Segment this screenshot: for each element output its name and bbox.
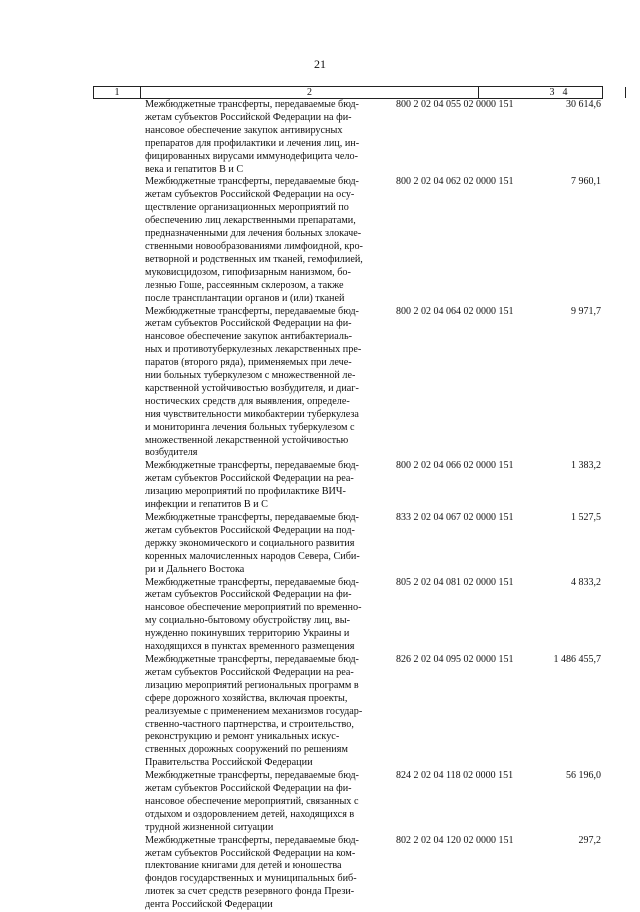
row-code: 800 2 02 04 064 02 0000 151	[396, 305, 514, 317]
page-number: 21	[314, 57, 326, 71]
table-row	[93, 654, 603, 770]
row-code: 800 2 02 04 066 02 0000 151	[396, 460, 514, 472]
row-amount: 30 614,6	[566, 99, 601, 110]
row-code: 826 2 02 04 095 02 0000 151	[396, 653, 514, 665]
row-code: 802 2 02 04 120 02 0000 151	[396, 834, 514, 846]
row-amount: 1 486 455,7	[553, 653, 601, 665]
table-header	[93, 86, 603, 99]
row-amount: 297,2	[578, 834, 601, 846]
column-header-2: 2	[141, 87, 479, 98]
table-row	[93, 577, 603, 654]
row-description: Межбюджетные трансферты, передаваемые бюд- жетам субъектов Российской Федерации на фи- нансовое обеспечение мероприятий по временно- му социально-бытовому обустройству лиц, вы- нужденно покинувших территорию Украины и находящихся в пунктах временного размещения	[145, 576, 362, 653]
row-code: 805 2 02 04 081 02 0000 151	[396, 576, 514, 588]
row-description: Межбюджетные трансферты, передаваемые бюд- жетам субъектов Российской Федерации на ком- плектование книгами для детей и юношества фондов государственных и муниципальных биб- лиотек за счет средств резервного фонда Прези- дента Российской Федерации	[145, 834, 359, 911]
table-row	[93, 512, 603, 577]
row-amount: 1 383,2	[571, 460, 601, 472]
budget-table	[93, 86, 603, 912]
table-row	[93, 306, 603, 461]
row-description: Межбюджетные трансферты, передаваемые бюд- жетам субъектов Российской Федерации на реа- лизацию мероприятий по профилактике ВИЧ- инфекции и гепатитов В и С	[145, 460, 359, 511]
row-description: Межбюджетные трансферты, передаваемые бюд- жетам субъектов Российской Федерации на фи- нансовое обеспечение мероприятий, связанных с отдыхом и оздоровлением детей, находящихся в трудной жизненной ситуации	[145, 770, 359, 833]
column-header-1: 1	[94, 87, 141, 98]
row-description: Межбюджетные трансферты, передаваемые бюд- жетам субъектов Российской Федерации на фи- нансовое обеспечение закупок антибактериаль- ных и противотуберкулезных лекарственных пре- паратов (второго ряда), применяемых при лече- нии больных туберкулезом с множественной ле- карственной устойчивостью возбудителя, и диаг- ностических средств для выявления, определе- ния чувствительности микобактерии туберкулеза и мониторинга лечения больных туберкулезом с множественной лекарственной устойчивостью возбудителя	[145, 305, 362, 459]
row-amount: 1 527,5	[571, 512, 601, 523]
row-description: Межбюджетные трансферты, передаваемые бюд- жетам субъектов Российской Федерации на фи- нансовое обеспечение закупок антивирусных препаратов для профилактики и лечения лиц, ин- фицированных вирусами иммунодефицита чело- века и гепатитов В и С	[145, 99, 360, 175]
row-code: 800 2 02 04 055 02 0000 151	[396, 99, 514, 110]
row-amount: 56 196,0	[566, 770, 601, 782]
row-code: 833 2 02 04 067 02 0000 151	[396, 512, 514, 523]
row-description: Межбюджетные трансферты, передаваемые бюд- жетам субъектов Российской Федерации на под- держку экономического и социального развития коренных малочисленных народов Севера, Сиби- ри и Дальнего Востока	[145, 512, 360, 575]
column-header-4: 4	[562, 87, 568, 98]
row-code: 800 2 02 04 062 02 0000 151	[396, 176, 514, 188]
table-row	[93, 460, 603, 512]
row-code: 824 2 02 04 118 02 0000 151	[396, 770, 514, 782]
table-row	[93, 770, 603, 835]
table-row	[93, 176, 603, 305]
row-description: Межбюджетные трансферты, передаваемые бюд- жетам субъектов Российской Федерации на реа- лизацию мероприятий региональных программ в сфере дорожного хозяйства, включая проекты, реализуемые с применением механизмов государ- ственно-частного партнерства, и строительство, реконструкцию и ремонт уникальных искус- ственных дорожных сооружений по решениям Правительства Российской Федерации	[145, 653, 363, 769]
row-amount: 7 960,1	[571, 176, 601, 188]
column-header-3: 3	[479, 87, 626, 98]
row-amount: 4 833,2	[571, 576, 601, 588]
table-row	[93, 99, 603, 176]
row-description: Межбюджетные трансферты, передаваемые бюд- жетам субъектов Российской Федерации на осу- ществление организационных мероприятий по обеспечению лиц лекарственными препаратами, предназначенными для лечения больных злокаче- ственными новообразованиями лимфоидной, кро- ветворной и родственных им тканей, гемофилией, муковисцидозом, гипофизарным нанизмом, бо- лезнью Гоше, рассеянным склерозом, а также после трансплантации органов и (или) тканей	[145, 176, 363, 304]
row-amount: 9 971,7	[571, 305, 601, 317]
table-body	[93, 99, 603, 912]
table-row	[93, 835, 603, 912]
